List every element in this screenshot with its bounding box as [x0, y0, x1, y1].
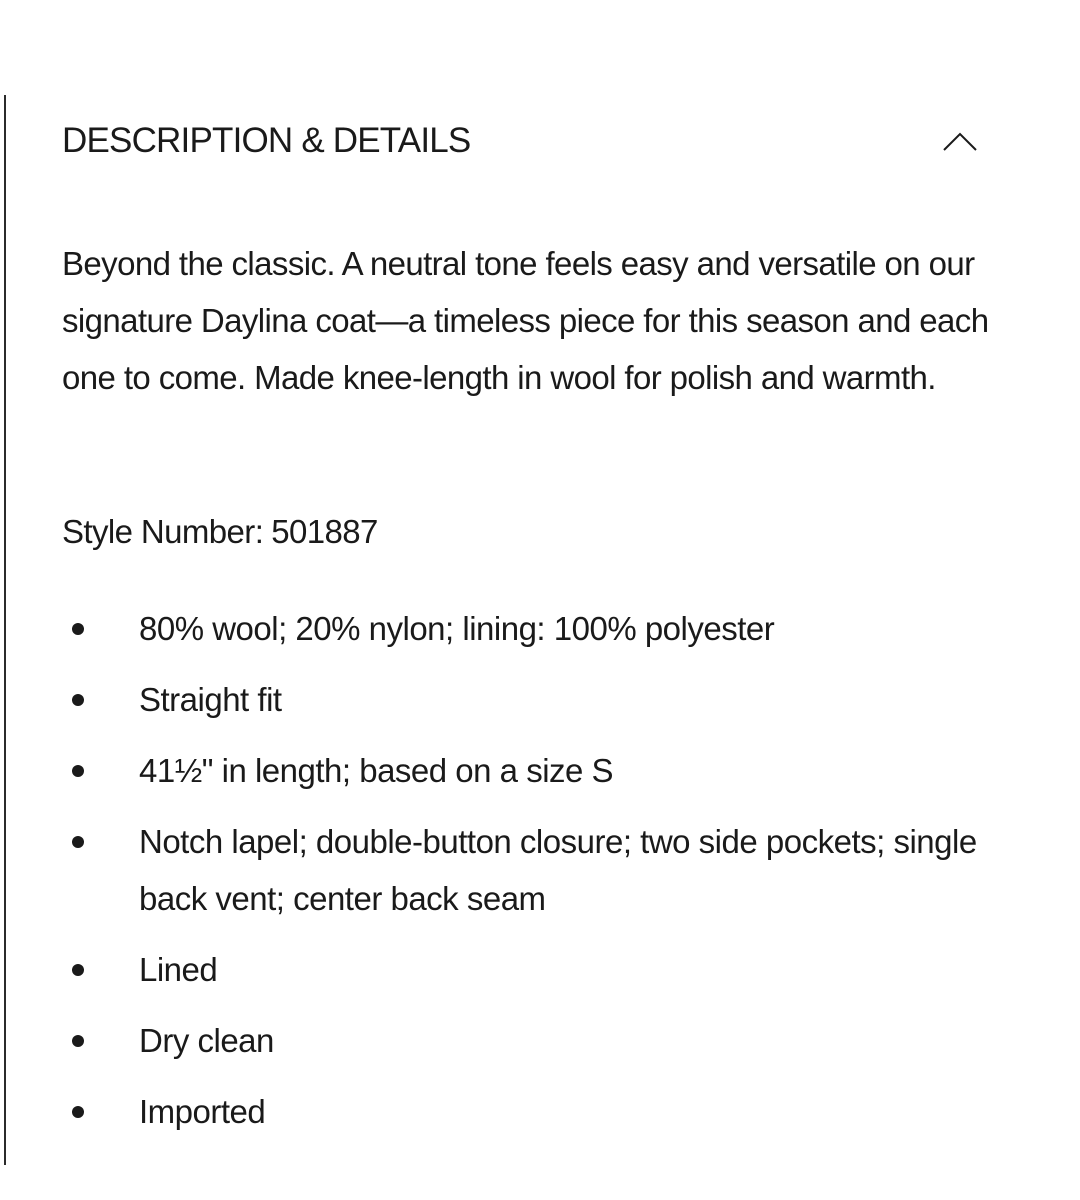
left-divider — [4, 95, 6, 1165]
list-item — [62, 1083, 1002, 1140]
list-item — [62, 600, 1002, 657]
bullet-icon — [72, 694, 84, 706]
list-item — [62, 1012, 1002, 1069]
detail-text: Imported — [139, 1093, 266, 1130]
style-number-value: 501887 — [271, 513, 378, 550]
detail-text: Lined — [139, 951, 218, 988]
detail-text: 80% wool; 20% nylon; lining: 100% polyester — [139, 610, 775, 647]
bullet-icon — [72, 623, 84, 635]
accordion-title: DESCRIPTION & DETAILS — [62, 121, 471, 160]
bullet-icon — [72, 1106, 84, 1118]
chevron-up-icon[interactable] — [940, 121, 980, 161]
list-item — [62, 742, 1002, 799]
accordion-header[interactable] — [62, 118, 982, 164]
detail-text: Dry clean — [139, 1022, 274, 1059]
detail-text: 41½" in length; based on a size S — [139, 752, 614, 789]
list-item — [62, 671, 1002, 728]
detail-text: Straight fit — [139, 681, 282, 718]
bullet-icon — [72, 836, 84, 848]
detail-text: Notch lapel; double-button closure; two side pockets; single back vent; center back seam — [139, 823, 977, 917]
bullet-icon — [72, 1035, 84, 1047]
list-item — [62, 813, 1002, 927]
details-list — [62, 600, 1002, 1154]
list-item — [62, 941, 1002, 998]
bullet-icon — [72, 964, 84, 976]
style-number — [62, 503, 378, 560]
product-description: Beyond the classic. A neutral tone feels easy and versatile on our signature Daylina coat—a timeless piece for this season and each one to come. Made knee-length in wool for polish and warmth. — [62, 245, 989, 396]
bullet-icon — [72, 765, 84, 777]
style-number-label: Style Number: — [62, 513, 264, 550]
